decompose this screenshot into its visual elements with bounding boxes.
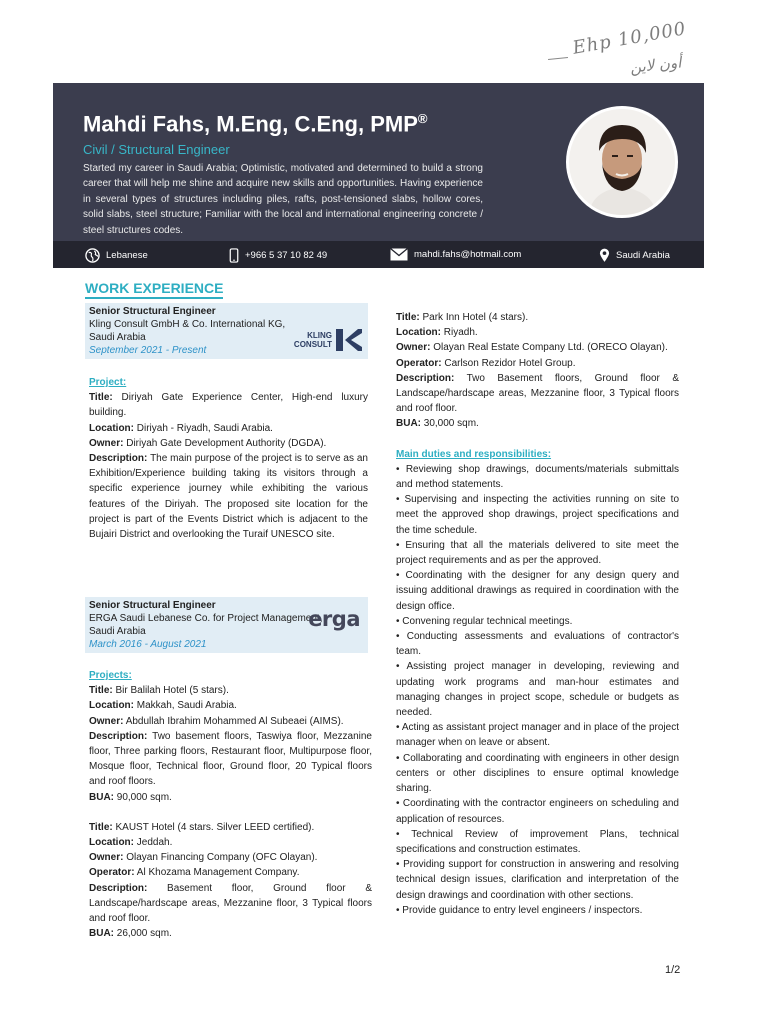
project-operator: Operator: Al Khozama Management Company. bbox=[89, 867, 300, 879]
project-owner: Owner: Olayan Financing Company (OFC Olayan). bbox=[89, 852, 318, 864]
phone-text[interactable]: +966 5 37 10 82 49 bbox=[245, 250, 328, 261]
contact-phone bbox=[229, 248, 327, 263]
handwritten-dash bbox=[548, 57, 568, 60]
duty-item: • Technical Review of improvement Plans, technical specifications and construction estimates. bbox=[396, 828, 679, 855]
duty-item: • Coordinating with the designer for any design query and issuing additional drawings as required in coordination with the design office. bbox=[396, 570, 680, 612]
contact-nationality bbox=[85, 248, 148, 263]
job-kling-header bbox=[85, 303, 368, 359]
duties-heading: Main duties and responsibilities: bbox=[396, 448, 552, 460]
job-country: Saudi Arabia bbox=[89, 332, 146, 343]
project-description: Description: Two Basement floors, Ground floor & Landscape/hardscape areas, Mezzanine floor, 3 Typical floors and roof floor. bbox=[396, 372, 679, 415]
kling-logo-mark-icon bbox=[336, 329, 362, 351]
work-experience-heading: WORK EXPERIENCE bbox=[85, 280, 223, 299]
project-heading: Project: bbox=[89, 377, 127, 388]
duty-item: • Reviewing shop drawings, documents/materials submittals and method statements. bbox=[396, 463, 679, 491]
erga-logo: erga bbox=[308, 607, 360, 631]
candidate-role: Civil / Structural Engineer bbox=[83, 142, 230, 157]
project-title: Title: KAUST Hotel (4 stars. Silver LEED certified). bbox=[89, 821, 315, 833]
project-description: Description: Basement floor, Ground floor & Landscape/hardscape areas, Mezzanine floor, 3 Typical floors and roof floor. bbox=[89, 882, 373, 925]
project-bua: BUA: 90,000 sqm. bbox=[89, 791, 172, 803]
duty-item: • Collaborating and coordinating with engineers in other design centers or other disciplines to ensure optimal knowledge sharing. bbox=[396, 752, 680, 795]
project-title: Title: Bir Balilah Hotel (5 stars). bbox=[89, 685, 229, 697]
contact-location bbox=[599, 248, 670, 263]
duty-item: • Ensuring that all the materials delivered to site meet the project requirements and as per the approved. bbox=[396, 539, 679, 567]
duty-item: • Conducting assessments and evaluations of contractor's team. bbox=[396, 631, 679, 658]
job-company: Kling Consult GmbH & Co. International KG, bbox=[89, 319, 286, 330]
duty-item: • Provide guidance to entry level engineers / inspectors. bbox=[396, 904, 643, 916]
project-description: Description: The main purpose of the project is to serve as an Exhibition/Experience building taking its visitors through a specific experience journey while exhibiting the various features of the Diriyah. The proposed site location for the project is part of the Events District which is adjacent to the Bujairi District and overlooking the Turaif UNESCO site. bbox=[89, 453, 368, 541]
duty-item: • Convening regular technical meetings. bbox=[396, 615, 573, 627]
project-title: Title: Diriyah Gate Experience Center, High-end luxury building. bbox=[89, 392, 368, 419]
email-text[interactable]: mahdi.fahs@hotmail.com bbox=[414, 249, 522, 260]
project-location: Location: Makkah, Saudi Arabia. bbox=[89, 700, 237, 712]
project-owner: Owner: Olayan Real Estate Company Ltd. (ORECO Olayan). bbox=[396, 342, 668, 354]
project-owner: Owner: Abdullah Ibrahim Mohammed Al Subeaei (AIMS). bbox=[89, 715, 344, 727]
duty-item: • Assisting project manager in developing, reviewing and updating work programs and man-hour estimates and managing changes in project scope, schedule or budgets as needed. bbox=[396, 661, 679, 719]
nationality-text: Lebanese bbox=[106, 250, 148, 261]
job-dates: March 2016 - August 2021 bbox=[89, 639, 207, 650]
project-title: Title: Park Inn Hotel (4 stars). bbox=[396, 312, 529, 323]
project-location: Location: Jeddah. bbox=[89, 837, 173, 849]
project-location: Location: Riyadh. bbox=[396, 327, 478, 339]
job-dates: September 2021 - Present bbox=[89, 345, 207, 356]
location-pin-icon bbox=[599, 248, 610, 263]
duty-item: • Providing support for construction in answering and resolving technical design issues, clarification and interpretation of the design drawings and coordination with other sections. bbox=[396, 859, 679, 901]
project-location: Location: Diriyah - Riyadh, Saudi Arabia. bbox=[89, 422, 273, 434]
location-text: Saudi Arabia bbox=[616, 250, 670, 261]
cv-header bbox=[53, 83, 704, 268]
job-kling-project bbox=[89, 375, 368, 542]
candidate-name: Mahdi Fahs, M.Eng, C.Eng, PMP® bbox=[83, 111, 428, 137]
handwritten-note bbox=[548, 14, 738, 84]
handwritten-note-price: Ehp 10,000 bbox=[571, 18, 688, 59]
job-title: Senior Structural Engineer bbox=[89, 306, 216, 317]
profile-photo-illustration bbox=[569, 109, 675, 215]
duty-item: • Acting as assistant project manager and in place of the project manager when on leave or absent. bbox=[396, 722, 679, 749]
profile-summary: Started my career in Saudi Arabia; Optimistic, motivated and determined to build a strong career that will help me shine and acquire new skills and opportunities. Having experience in several types of structures including piles, rafts, post-tensioned slabs, hollow cores, solid slabs, steel structure; Familiar with the local and international engineering concrete / steel structures codes. bbox=[83, 163, 483, 236]
job-company: ERGA Saudi Lebanese Co. for Project Management, bbox=[89, 613, 323, 624]
project-description: Description: Two basement floors, Taswiya floor, Mezzanine floor, Three parking floors, Restaurant floor, Multipurpose floor, Mosque floor, Technical floor, Ground floor, 20 Typical floors and roof floors. bbox=[89, 730, 372, 788]
projects-heading: Projects: bbox=[89, 670, 132, 681]
project-operator: Operator: Carlson Rezidor Hotel Group. bbox=[396, 357, 576, 369]
duty-item: • Coordinating with the contractor engineers on scheduling and application of resources. bbox=[396, 798, 679, 825]
handwritten-note-arabic: أون لاين bbox=[629, 53, 683, 77]
globe-icon bbox=[85, 248, 100, 263]
job-title: Senior Structural Engineer bbox=[89, 600, 216, 611]
job-erga-header bbox=[85, 597, 368, 653]
job-erga-projects bbox=[89, 668, 372, 941]
kling-consult-logo: KLING CONSULT bbox=[294, 329, 362, 351]
duty-item: • Supervising and inspecting the activities running on site to meet the approved shop drawings, project specifications and the time schedule. bbox=[396, 494, 680, 536]
project-owner: Owner: Diriyah Gate Development Authority (DGDA). bbox=[89, 437, 327, 449]
page-number: 1/2 bbox=[665, 964, 681, 976]
contact-bar bbox=[53, 241, 704, 268]
project-bua: BUA: 30,000 sqm. bbox=[396, 418, 479, 430]
right-column bbox=[396, 310, 679, 918]
envelope-icon bbox=[390, 248, 408, 261]
project-bua: BUA: 26,000 sqm. bbox=[89, 928, 172, 940]
job-country: Saudi Arabia bbox=[89, 626, 146, 637]
profile-photo bbox=[566, 106, 678, 218]
contact-email bbox=[390, 248, 521, 261]
mobile-phone-icon bbox=[229, 248, 239, 263]
